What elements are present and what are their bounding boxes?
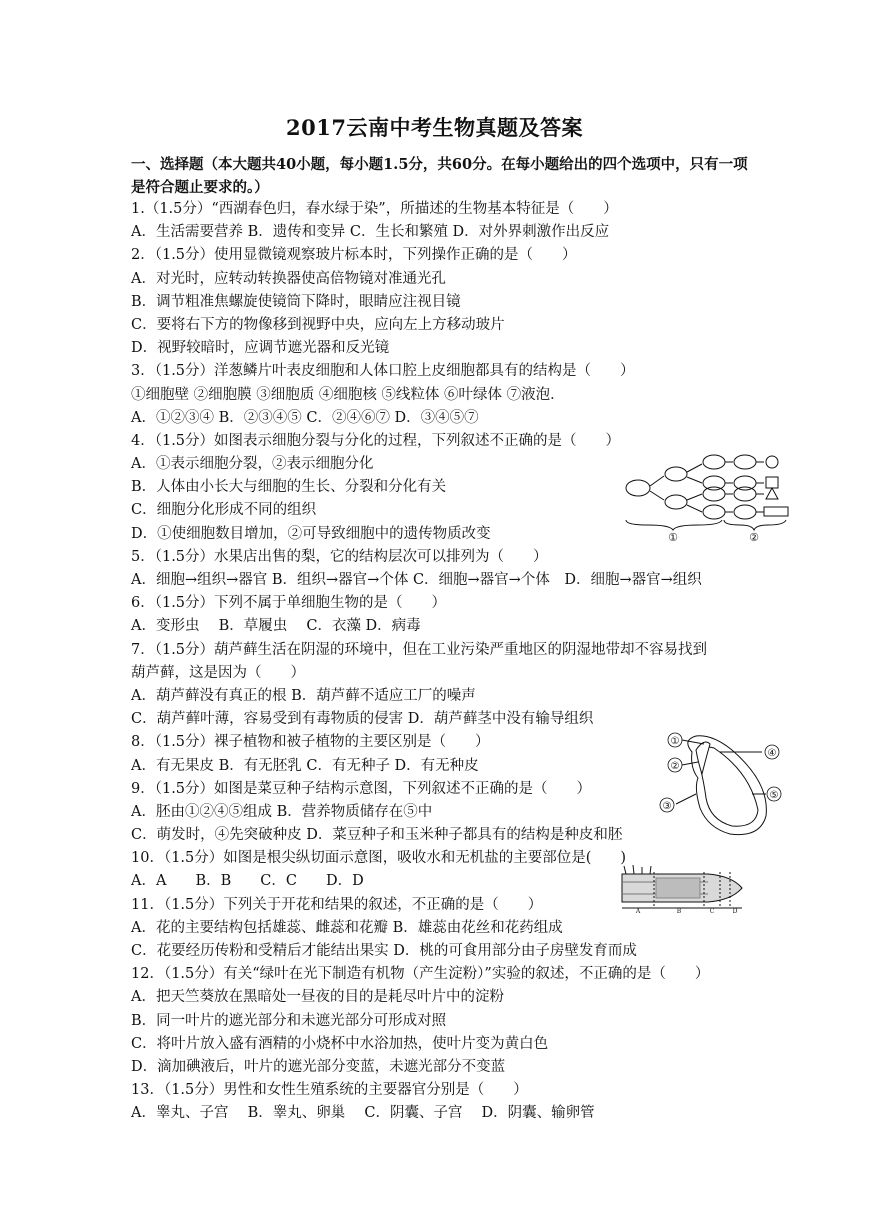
brace-1 — [626, 520, 722, 530]
seed-label-2: ② — [670, 761, 680, 772]
text-line: 葫芦藓，这是因为（ ） — [131, 664, 305, 681]
question-list — [131, 198, 771, 1126]
cell — [734, 487, 756, 501]
text-line: D．视野较暗时，应调节遮光器和反光镜 — [131, 340, 390, 357]
text-line: C．花要经历传粉和受精后才能结出果实 D．桃的可食用部分由子房壁发育而成 — [131, 943, 637, 959]
text-line: 2．（1.5分）使用显微镜观察玻片标本时，下列操作正确的是（ ） — [131, 247, 577, 264]
text-line: 5．（1.5分）水果店出售的梨，它的结构层次可以排列为（ ） — [131, 548, 548, 565]
cell-figure-label-1: ① — [668, 531, 678, 542]
brace-2 — [724, 520, 786, 530]
text-line: B．调节粗准焦螺旋使镜筒下降时，眼睛应注视目镜 — [131, 293, 461, 310]
cotyledon — [698, 747, 758, 826]
text-line: C．细胞分化形成不同的组织 — [131, 502, 317, 519]
text-line: A．花的主要结构包括雄蕊、雌蕊和花瓣 B．雄蕊由花丝和花药组成 — [131, 919, 563, 936]
cell — [734, 505, 756, 519]
parent-cell — [626, 480, 650, 496]
text-line: A．有无果皮 B．有无胚乳 C．有无种子 D．有无种皮 — [131, 757, 479, 774]
section-header: 一、选择题（本大题共40小题，每小题1.5分，共60分。在每小题给出的四个选项中，只有一项是符合题止要求的。） — [131, 156, 748, 196]
text-line: 6．（1.5分）下列不属于单细胞生物的是（ ） — [131, 595, 447, 612]
text-line: 4．（1.5分）如图表示细胞分裂与分化的过程，下列叙述不正确的是（ ） — [131, 432, 621, 449]
text-line: B．人体由小长大与细胞的生长、分裂和分化有关 — [131, 479, 447, 496]
text-line: A．把天竺葵放在黑暗处一昼夜的目的是耗尽叶片中的淀粉 — [131, 989, 504, 1006]
cell — [734, 476, 756, 490]
root-tip-figure — [616, 864, 746, 914]
text-line: C．葫芦藓叶薄，容易受到有毒物质的侵害 D．葫芦藓茎中没有输导组织 — [131, 711, 594, 728]
root-label-a: A — [635, 908, 641, 914]
embryo-axis — [696, 742, 710, 774]
text-line: 3．（1.5分）洋葱鳞片叶表皮细胞和人体口腔上皮细胞都具有的结构是（ ） — [131, 363, 635, 380]
page-title: 2017云南中考生物真题及答案 — [286, 115, 583, 140]
text-line: C．要将右下方的物像移到视野中央，应向左上方移动玻片 — [131, 316, 505, 333]
cell — [734, 455, 756, 469]
root-label-d: D — [732, 908, 738, 914]
text-line: A．对光时，应转动转换器使高倍物镜对准通光孔 — [131, 270, 446, 287]
text-line: ①细胞壁 ②细胞膜 ③细胞质 ④细胞核 ⑤线粒体 ⑥叶绿体 ⑦液泡． — [131, 386, 565, 403]
text-line: A．葫芦藓没有真正的根 B．葫芦藓不适应工厂的噪声 — [131, 687, 476, 704]
text-line: A．生活需要营养 B．遗传和变异 C．生长和繁殖 D．对外界刺激作出反应 — [131, 224, 610, 241]
cell — [703, 455, 725, 469]
text-line: 12．（1.5分）有关“绿叶在光下制造有机物（产生淀粉）”实验的叙述，不正确的是（ ） — [131, 966, 710, 983]
text-line: A．胚由①②④⑤组成 B．营养物质储存在⑤中 — [131, 803, 433, 820]
cell — [703, 476, 725, 490]
text-line: 1.（1.5分）“西湖春色归，春水绿于染”，所描述的生物基本特征是（ ） — [131, 201, 618, 217]
text-line: C．萌发时，④先突破种皮 D．菜豆种子和玉米种子都具有的结构是种皮和胚 — [131, 827, 623, 844]
text-line: D．①使细胞数目增加，②可导致细胞中的遗传物质改变 — [131, 525, 491, 542]
cell-division-figure — [618, 450, 798, 542]
text-line: 13．（1.5分）男性和女性生殖系统的主要器官分别是（ ） — [131, 1082, 528, 1099]
cell — [665, 467, 687, 481]
long-cell — [764, 507, 788, 516]
seed-label-4: ④ — [767, 748, 777, 759]
cell — [703, 487, 725, 501]
square-cell — [766, 477, 778, 488]
cell — [703, 505, 725, 519]
text-line: C．将叶片放入盛有酒精的小烧杯中水浴加热，使叶片变为黄白色 — [131, 1035, 549, 1052]
triangle-cell — [766, 488, 778, 499]
text-line: A．细胞→组织→器官 B．组织→器官→个体 C．细胞→器官→个体 D．细胞→器官→组织 — [131, 572, 702, 588]
text-line: A．睾丸、子宫 B．睾丸、卵巢 C．阴囊、子宫 D．阴囊、输卵管 — [131, 1105, 595, 1122]
round-cell — [766, 456, 778, 468]
seed-label-3: ③ — [662, 801, 672, 812]
seed-label-5: ⑤ — [769, 790, 779, 801]
text-line: D．滴加碘液后，叶片的遮光部分变蓝，未遮光部分不变蓝 — [131, 1058, 506, 1075]
root-label-b: B — [676, 908, 682, 914]
text-line: 10．（1.5分）如图是根尖纵切面示意图，吸收水和无机盐的主要部位是( ) — [131, 850, 627, 867]
bean-seed-figure — [652, 728, 792, 840]
text-line: 11．（1.5分）下列关于开花和结果的叙述，不正确的是（ ） — [131, 896, 543, 913]
text-line: 7．（1.5分）葫芦藓生活在阴湿的环境中，但在工业污染严重地区的阴湿地带却不容易找到 — [131, 641, 708, 658]
cell — [665, 495, 687, 509]
cell-figure-label-2: ② — [749, 531, 759, 542]
text-line: A．变形虫 B．草履虫 C．衣藻 D．病毒 — [131, 618, 421, 635]
seed-label-1: ① — [670, 736, 680, 747]
text-line: A．①表示细胞分裂，②表示细胞分化 — [131, 456, 374, 473]
root-label-c: C — [709, 908, 715, 914]
text-line: 8．（1.5分）裸子植物和被子植物的主要区别是（ ） — [131, 734, 490, 751]
text-line: A．A B．B C．C D．D — [131, 873, 364, 890]
text-line: 9．（1.5分）如图是菜豆种子结构示意图，下列叙述不正确的是（ ） — [131, 780, 592, 797]
text-line: B．同一叶片的遮光部分和未遮光部分可形成对照 — [131, 1012, 447, 1029]
text-line: A．①②③④ B．②③④⑤ C．②④⑥⑦ D．③④⑤⑦ — [131, 409, 479, 426]
